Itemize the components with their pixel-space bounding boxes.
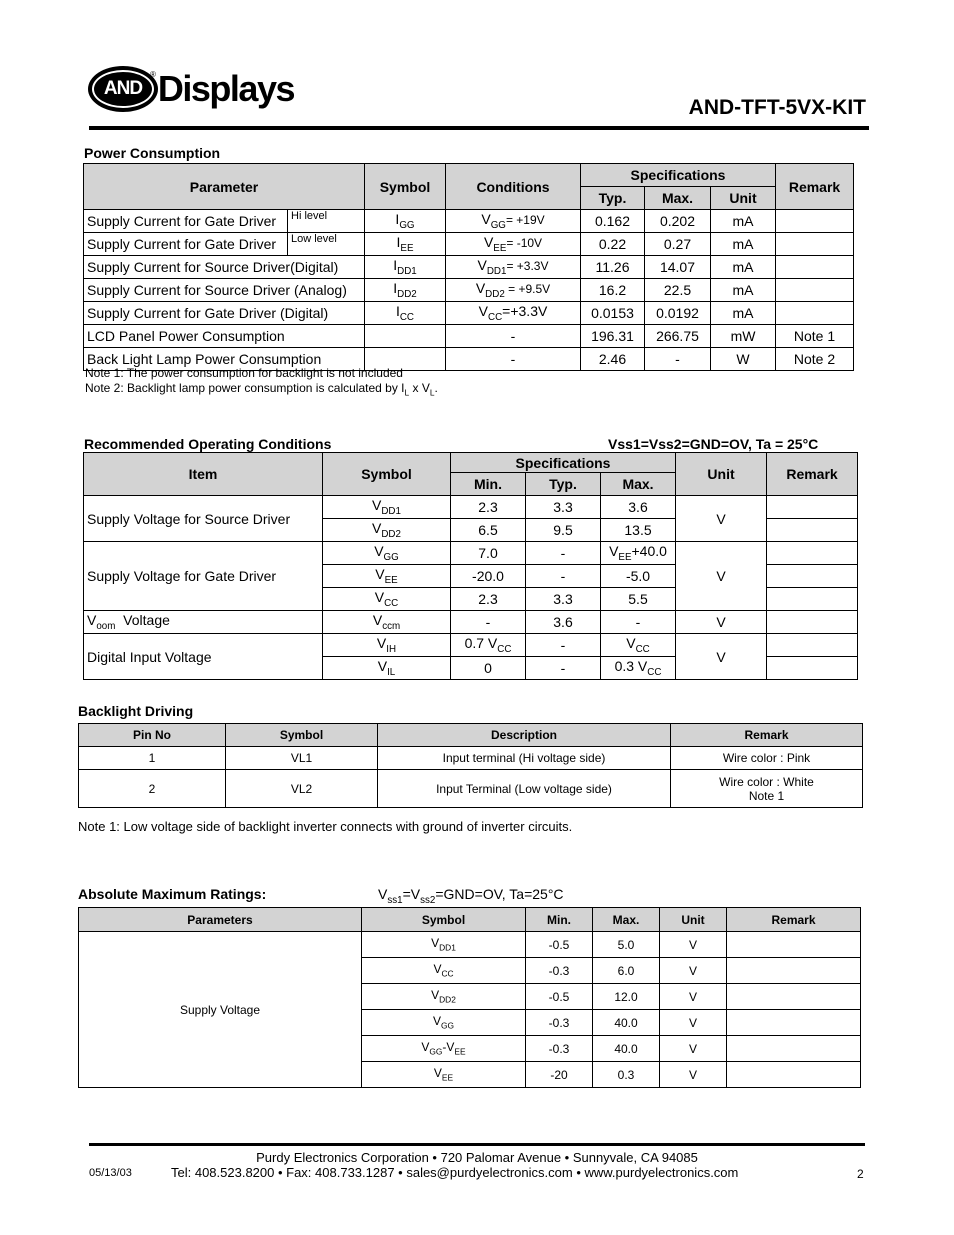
remark-cell xyxy=(727,1010,861,1036)
min-cell: -0.5 xyxy=(526,932,593,958)
symbol-cell: $V_{IH}$ xyxy=(323,634,451,657)
hdr-typ: Typ. xyxy=(526,473,601,496)
max-cell: 266.75 xyxy=(645,325,711,348)
table-row xyxy=(84,634,858,657)
description-cell: Input terminal (Hi voltage side) xyxy=(378,747,671,770)
table-row xyxy=(84,233,854,256)
hdr-unit: Unit xyxy=(660,908,727,932)
unit-cell: V xyxy=(660,984,727,1010)
logo-registered: ® xyxy=(150,70,156,79)
remark-cell xyxy=(776,233,854,256)
hdr-unit: Unit xyxy=(711,187,776,210)
item-cell: Supply Voltage for Gate Driver xyxy=(84,542,323,611)
table-row xyxy=(79,932,861,958)
hdr-max: Max. xyxy=(593,908,660,932)
symbol-cell: $V_{GG}$ xyxy=(323,542,451,565)
symbol-cell: VL2 xyxy=(226,770,378,808)
max-cell: 0.0192 xyxy=(645,302,711,325)
min-cell: -0.3 xyxy=(526,1010,593,1036)
remark-cell xyxy=(727,1062,861,1088)
model-title: AND-TFT-5VX-KIT xyxy=(688,96,866,119)
unit-cell: mA xyxy=(711,233,776,256)
symbol-cell xyxy=(365,325,446,348)
max-cell: 40.0 xyxy=(593,1036,660,1062)
table-row xyxy=(84,611,858,634)
hdr-symbol: Symbol xyxy=(323,453,451,496)
param-cell: LCD Panel Power Consumption xyxy=(84,325,365,348)
symbol-cell: $V_{DD2}$ xyxy=(323,519,451,542)
pin-cell: 1 xyxy=(79,747,226,770)
remark-cell: Wire color : White Note 1 xyxy=(671,770,863,808)
table-row xyxy=(84,210,854,233)
roc-title: Recommended Operating Conditions xyxy=(84,436,332,452)
unit-cell: V xyxy=(676,634,767,680)
hdr-pin: Pin No xyxy=(79,724,226,747)
description-cell: Input Terminal (Low voltage side) xyxy=(378,770,671,808)
unit-cell: V xyxy=(676,496,767,542)
max-cell: 3.6 xyxy=(601,496,676,519)
hdr-remark: Remark xyxy=(671,724,863,747)
max-cell: 0.27 xyxy=(645,233,711,256)
min-cell: 0 xyxy=(451,657,526,680)
cond-cell: $V_{DD1}= +3.3V$ xyxy=(446,256,581,279)
typ-cell: 9.5 xyxy=(526,519,601,542)
symbol-cell: $I_{DD1}$ xyxy=(365,256,446,279)
hdr-typ: Typ. xyxy=(581,187,645,210)
max-cell: $V_{EE}+40.0$ xyxy=(601,542,676,565)
min-cell: -20 xyxy=(526,1062,593,1088)
symbol-cell: $V_{DD1}$ xyxy=(362,932,526,958)
hdr-description: Description xyxy=(378,724,671,747)
unit-cell: W xyxy=(711,348,776,371)
max-cell: -5.0 xyxy=(601,565,676,588)
remark-cell xyxy=(767,657,858,680)
max-cell: - xyxy=(645,348,711,371)
cond-cell: $V_{DD2} = +9.5V$ xyxy=(446,279,581,302)
remark-cell xyxy=(767,542,858,565)
hdr-specifications: Specifications xyxy=(451,453,676,473)
symbol-cell: $V_{CC}$ xyxy=(323,588,451,611)
min-cell: -0.3 xyxy=(526,958,593,984)
typ-cell: - xyxy=(526,657,601,680)
backlight-title: Backlight Driving xyxy=(78,703,194,719)
min-cell: 6.5 xyxy=(451,519,526,542)
hdr-min: Min. xyxy=(451,473,526,496)
typ-cell: 0.22 xyxy=(581,233,645,256)
max-cell: 0.202 xyxy=(645,210,711,233)
header-rule xyxy=(89,126,869,130)
min-cell: -0.5 xyxy=(526,984,593,1010)
table-row xyxy=(84,256,854,279)
footer-rule xyxy=(89,1143,865,1146)
amr-table xyxy=(78,907,861,1088)
typ-cell: 3.3 xyxy=(526,588,601,611)
unit-cell: V xyxy=(676,542,767,611)
symbol-cell: $I_{GG}$ xyxy=(365,210,446,233)
hdr-remark: Remark xyxy=(776,164,854,210)
typ-cell: 0.0153 xyxy=(581,302,645,325)
param-cell: Supply Current for Gate Driver xyxy=(84,233,288,256)
remark-cell xyxy=(767,588,858,611)
unit-cell: mA xyxy=(711,279,776,302)
param-cell: Supply Current for Source Driver(Digital) xyxy=(84,256,365,279)
param-sub: Hi level xyxy=(288,210,365,233)
hdr-symbol: Symbol xyxy=(365,164,446,210)
remark-cell xyxy=(767,634,858,657)
item-cell: $V_{oom}$ Voltage xyxy=(84,611,323,634)
typ-cell: 11.26 xyxy=(581,256,645,279)
hdr-remark: Remark xyxy=(727,908,861,932)
typ-cell: - xyxy=(526,634,601,657)
symbol-cell: $V_{IL}$ xyxy=(323,657,451,680)
remark-cell xyxy=(727,1036,861,1062)
power-note-1: Note 1: The power consumption for backlight is not included xyxy=(85,366,403,380)
unit-cell: V xyxy=(660,1062,727,1088)
typ-cell: 3.6 xyxy=(526,611,601,634)
max-cell: - xyxy=(601,611,676,634)
typ-cell: 0.162 xyxy=(581,210,645,233)
remark-cell xyxy=(727,984,861,1010)
logo-and: AND xyxy=(103,78,143,99)
unit-cell: V xyxy=(676,611,767,634)
hdr-parameters: Parameters xyxy=(79,908,362,932)
footer-date: 05/13/03 xyxy=(89,1167,132,1179)
hdr-conditions: Conditions xyxy=(446,164,581,210)
max-cell: $V_{CC}$ xyxy=(601,634,676,657)
hdr-max: Max. xyxy=(601,473,676,496)
hdr-parameter: Parameter xyxy=(84,164,365,210)
max-cell: 40.0 xyxy=(593,1010,660,1036)
unit-cell: V xyxy=(660,1010,727,1036)
remark-cell xyxy=(776,210,854,233)
hdr-symbol: Symbol xyxy=(226,724,378,747)
max-cell: 5.0 xyxy=(593,932,660,958)
power-title: Power Consumption xyxy=(84,145,221,161)
unit-cell: mW xyxy=(711,325,776,348)
symbol-cell: $V_{GG}-V_{EE}$ xyxy=(362,1036,526,1062)
max-cell: 6.0 xyxy=(593,958,660,984)
item-cell: Digital Input Voltage xyxy=(84,634,323,680)
max-cell: 14.07 xyxy=(645,256,711,279)
remark-cell xyxy=(727,958,861,984)
typ-cell: - xyxy=(526,542,601,565)
max-cell: 0.3 xyxy=(593,1062,660,1088)
param-cell: Supply Current for Source Driver (Analog) xyxy=(84,279,365,302)
power-table xyxy=(83,163,854,371)
backlight-table xyxy=(78,723,863,808)
remark-cell: Wire color : Pink xyxy=(671,747,863,770)
remark-cell: Note 2 xyxy=(776,348,854,371)
remark-cell xyxy=(727,932,861,958)
cond-cell: $V_{EE}= -10V$ xyxy=(446,233,581,256)
remark-cell xyxy=(767,565,858,588)
table-row xyxy=(84,325,854,348)
max-cell: 5.5 xyxy=(601,588,676,611)
page-number: 2 xyxy=(857,1167,864,1181)
param-cell: Supply Current for Gate Driver (Digital) xyxy=(84,302,365,325)
roc-condition: Vss1=Vss2=GND=OV, Ta = 25°C xyxy=(608,436,819,452)
remark-cell xyxy=(767,496,858,519)
remark-cell xyxy=(767,611,858,634)
logo xyxy=(88,66,294,112)
symbol-cell: $V_{DD1}$ xyxy=(323,496,451,519)
symbol-cell: VL1 xyxy=(226,747,378,770)
max-cell: 22.5 xyxy=(645,279,711,302)
symbol-cell: $V_{EE}$ xyxy=(323,565,451,588)
unit-cell: V xyxy=(660,1036,727,1062)
cond-cell: - xyxy=(446,348,581,371)
max-cell: 0.3 $V_{CC}$ xyxy=(601,657,676,680)
amr-title: Absolute Maximum Ratings: xyxy=(78,886,267,902)
symbol-cell: $V_{GG}$ xyxy=(362,1010,526,1036)
cond-cell: $V_{CC}=+3.3V$ xyxy=(446,302,581,325)
min-cell: 2.3 xyxy=(451,496,526,519)
table-row xyxy=(79,747,863,770)
cond-cell: - xyxy=(446,325,581,348)
max-cell: 13.5 xyxy=(601,519,676,542)
typ-cell: 2.46 xyxy=(581,348,645,371)
hdr-specifications: Specifications xyxy=(581,164,776,187)
cond-cell: $V_{GG}= +19V$ xyxy=(446,210,581,233)
table-row xyxy=(84,279,854,302)
table-row xyxy=(79,770,863,808)
min-cell: - xyxy=(451,611,526,634)
max-cell: 12.0 xyxy=(593,984,660,1010)
hdr-item: Item xyxy=(84,453,323,496)
typ-cell: 196.31 xyxy=(581,325,645,348)
hdr-max: Max. xyxy=(645,187,711,210)
remark-cell xyxy=(776,302,854,325)
footer-contact: Tel: 408.523.8200 • Fax: 408.733.1287 • sales@purdyelectronics.com • www.purdyelectronics.com xyxy=(171,1165,739,1180)
param-sub: Low level xyxy=(288,233,365,256)
min-cell: -0.3 xyxy=(526,1036,593,1062)
hdr-remark: Remark xyxy=(767,453,858,496)
roc-table xyxy=(83,452,858,680)
pin-cell: 2 xyxy=(79,770,226,808)
amr-condition: $V_{ss1}=V_{ss2}=GND=OV$, Ta=25°C xyxy=(378,886,564,906)
symbol-cell: $V_{CC}$ xyxy=(362,958,526,984)
symbol-cell: $I_{EE}$ xyxy=(365,233,446,256)
remark-cell xyxy=(776,279,854,302)
min-cell: -20.0 xyxy=(451,565,526,588)
typ-cell: 3.3 xyxy=(526,496,601,519)
table-row xyxy=(84,542,858,565)
param-cell: Supply Voltage xyxy=(79,932,362,1088)
symbol-cell: $V_{EE}$ xyxy=(362,1062,526,1088)
unit-cell: V xyxy=(660,932,727,958)
backlight-note: Note 1: Low voltage side of backlight inverter connects with ground of inverter circuits. xyxy=(78,819,573,834)
min-cell: 7.0 xyxy=(451,542,526,565)
item-cell: Supply Voltage for Source Driver xyxy=(84,496,323,542)
unit-cell: mA xyxy=(711,302,776,325)
param-cell: Supply Current for Gate Driver xyxy=(84,210,288,233)
symbol-cell: $I_{DD2}$ xyxy=(365,279,446,302)
hdr-unit: Unit xyxy=(676,453,767,496)
param-cell: Back Light Lamp Power Consumption xyxy=(84,348,365,371)
symbol-cell: $V_{ccm}$ xyxy=(323,611,451,634)
min-cell: 2.3 xyxy=(451,588,526,611)
unit-cell: V xyxy=(660,958,727,984)
min-cell: 0.7 $V_{CC}$ xyxy=(451,634,526,657)
remark-cell xyxy=(776,256,854,279)
unit-cell: mA xyxy=(711,210,776,233)
remark-cell xyxy=(767,519,858,542)
logo-text: Displays xyxy=(157,68,294,109)
typ-cell: 16.2 xyxy=(581,279,645,302)
logo-oval xyxy=(88,66,158,112)
table-row xyxy=(84,496,858,519)
power-note-2: Note 2: Backlight lamp power consumption is calculated by $I_L$ x $V_L$. xyxy=(85,381,438,398)
footer-address: Purdy Electronics Corporation • 720 Palomar Avenue • Sunnyvale, CA 94085 xyxy=(256,1150,698,1165)
hdr-min: Min. xyxy=(526,908,593,932)
symbol-cell: $V_{DD2}$ xyxy=(362,984,526,1010)
remark-cell: Note 1 xyxy=(776,325,854,348)
symbol-cell: $I_{CC}$ xyxy=(365,302,446,325)
table-row xyxy=(84,302,854,325)
hdr-symbol: Symbol xyxy=(362,908,526,932)
typ-cell: - xyxy=(526,565,601,588)
unit-cell: mA xyxy=(711,256,776,279)
